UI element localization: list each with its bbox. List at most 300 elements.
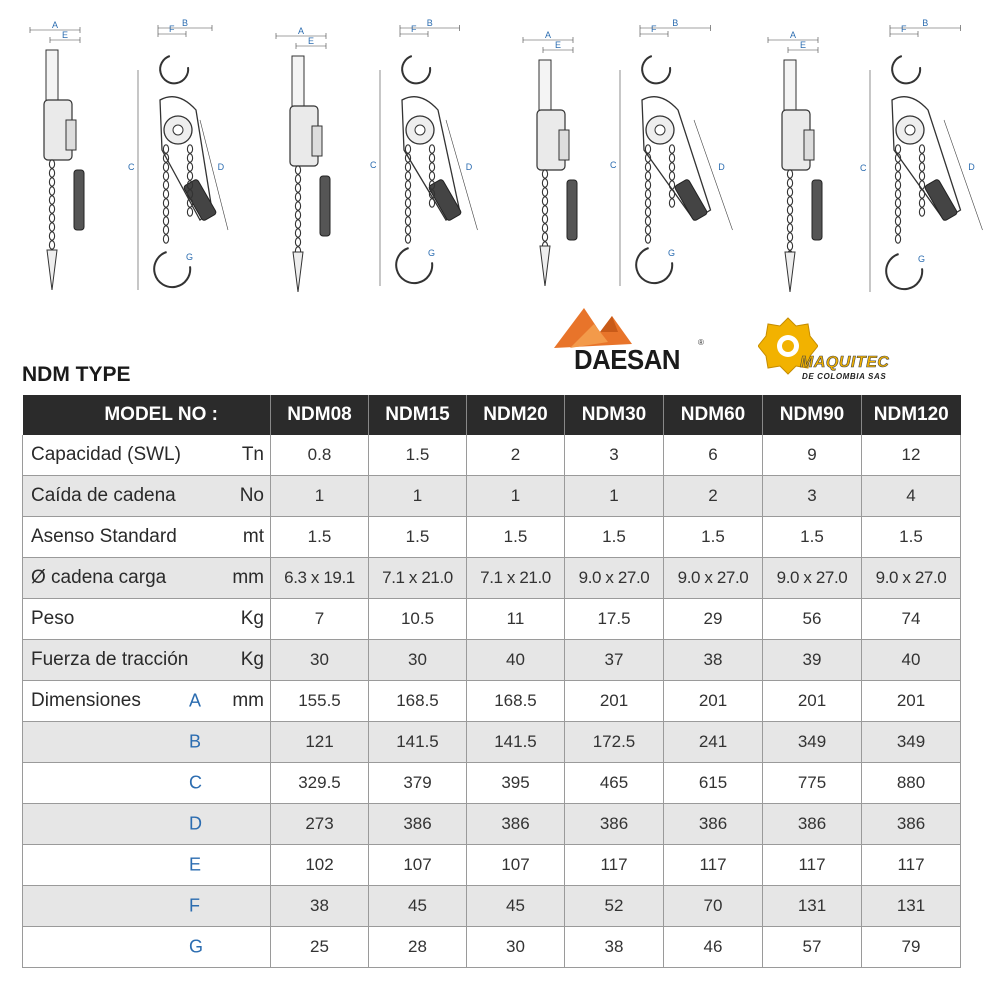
- value-cell: 74: [862, 599, 961, 640]
- dimension-label: A: [298, 26, 305, 36]
- hoist-view-7: [768, 30, 822, 292]
- chain-link: [49, 232, 54, 240]
- hoist-view-1: [30, 20, 84, 290]
- chain-link: [429, 163, 434, 171]
- daesan-logo: [548, 298, 708, 378]
- table-row: [23, 886, 961, 927]
- chain-link: [669, 199, 674, 207]
- row-label-cell: [23, 845, 271, 886]
- value-cell: 1.5: [369, 517, 467, 558]
- chain-link: [787, 233, 792, 241]
- row-label: Ø cadena carga: [31, 567, 167, 588]
- value-cell: 395: [467, 763, 565, 804]
- hoist-view-6: [610, 18, 733, 286]
- value-cell: 349: [763, 722, 862, 763]
- row-label: Peso: [31, 608, 75, 629]
- row-unit: mm: [232, 567, 264, 588]
- value-cell: 2: [467, 435, 565, 476]
- value-cell: 40: [467, 640, 565, 681]
- chain-link: [429, 199, 434, 207]
- hook-shape: [886, 254, 922, 289]
- chain-link: [429, 172, 434, 180]
- row-label-cell: [23, 722, 271, 763]
- value-cell: 241: [664, 722, 763, 763]
- value-cell: 201: [664, 681, 763, 722]
- chain-link: [163, 226, 168, 234]
- value-cell: 11: [467, 599, 565, 640]
- hoist-view-8: [860, 18, 983, 292]
- chain-link: [163, 163, 168, 171]
- row-label-cell: [23, 763, 271, 804]
- chain-link: [645, 163, 650, 171]
- value-cell: 117: [763, 845, 862, 886]
- chain-link: [919, 199, 924, 207]
- hook-shape: [160, 56, 188, 83]
- dimension-label: D: [217, 162, 225, 172]
- chain-link: [919, 154, 924, 162]
- dimension-label: F: [411, 24, 417, 34]
- value-cell: 6: [664, 435, 763, 476]
- value-cell: 107: [369, 845, 467, 886]
- chain-link: [405, 154, 410, 162]
- value-cell: 349: [862, 722, 961, 763]
- chain-link: [669, 145, 674, 153]
- row-unit: mt: [242, 526, 264, 547]
- hook-shape: [396, 248, 432, 283]
- value-cell: 52: [565, 886, 664, 927]
- chain-link: [187, 199, 192, 207]
- value-cell: 30: [369, 640, 467, 681]
- chain-link: [919, 145, 924, 153]
- dimension-label: C: [128, 162, 135, 172]
- dimension-letter: F: [189, 895, 200, 916]
- hook-shape: [636, 248, 672, 283]
- row-label-cell: [23, 517, 271, 558]
- hoist-view-4: [370, 18, 478, 286]
- value-cell: 141.5: [467, 722, 565, 763]
- value-cell: 155.5: [271, 681, 369, 722]
- dimension-label: D: [718, 162, 725, 172]
- row-unit: Kg: [240, 608, 264, 629]
- value-cell: 1.5: [862, 517, 961, 558]
- chain-link: [429, 145, 434, 153]
- value-cell: 615: [664, 763, 763, 804]
- chain-link: [542, 233, 547, 241]
- value-cell: 386: [862, 804, 961, 845]
- value-cell: 107: [467, 845, 565, 886]
- chain-link: [163, 172, 168, 180]
- value-cell: 329.5: [271, 763, 369, 804]
- model-header: NDM120: [862, 395, 961, 435]
- registered-mark: ®: [698, 338, 704, 347]
- chain-link: [669, 163, 674, 171]
- value-cell: 1: [565, 476, 664, 517]
- table-row: [23, 640, 961, 681]
- chain-link: [787, 242, 792, 250]
- chain-link: [163, 217, 168, 225]
- value-cell: 131: [862, 886, 961, 927]
- daesan-mountain-icon: [548, 298, 708, 348]
- chain-link: [49, 169, 54, 177]
- value-cell: 131: [763, 886, 862, 927]
- chain-link: [645, 172, 650, 180]
- chain-link: [405, 199, 410, 207]
- table-row: [23, 517, 961, 558]
- model-header: NDM08: [271, 395, 369, 435]
- page-title: NDM TYPE: [22, 363, 131, 386]
- value-cell: 386: [565, 804, 664, 845]
- spec-table: [22, 395, 961, 968]
- chain-link: [669, 181, 674, 189]
- chain-link: [919, 181, 924, 189]
- chain-link: [895, 235, 900, 243]
- value-cell: 386: [369, 804, 467, 845]
- dimension-label: A: [545, 30, 552, 40]
- dimension-label: C: [370, 160, 377, 170]
- value-cell: 201: [862, 681, 961, 722]
- chain-link: [163, 235, 168, 243]
- hook-shape: [892, 56, 920, 83]
- value-cell: 7.1 x 21.0: [369, 558, 467, 599]
- value-cell: 10.5: [369, 599, 467, 640]
- row-label: Dimensiones: [31, 690, 141, 711]
- chain-link: [295, 211, 300, 219]
- chain-link: [542, 188, 547, 196]
- value-cell: 1: [467, 476, 565, 517]
- value-cell: 45: [467, 886, 565, 927]
- chain-link: [405, 190, 410, 198]
- chain-link: [163, 181, 168, 189]
- table-row: [23, 558, 961, 599]
- value-cell: 1: [271, 476, 369, 517]
- chain-link: [919, 163, 924, 171]
- value-cell: 40: [862, 640, 961, 681]
- chain-link: [405, 145, 410, 153]
- chain-link: [49, 160, 54, 168]
- value-cell: 1.5: [271, 517, 369, 558]
- chain-link: [645, 226, 650, 234]
- row-unit: mm: [232, 690, 264, 711]
- dimension-label: B: [182, 18, 189, 28]
- chain-link: [787, 188, 792, 196]
- dimension-label: A: [52, 20, 59, 30]
- value-cell: 29: [664, 599, 763, 640]
- table-row: [23, 599, 961, 640]
- dimension-label: E: [62, 30, 69, 40]
- value-cell: 38: [271, 886, 369, 927]
- row-label: Fuerza de tracción: [31, 649, 189, 670]
- value-cell: 79: [862, 927, 961, 968]
- value-cell: 38: [664, 640, 763, 681]
- value-cell: 1.5: [763, 517, 862, 558]
- chain-link: [405, 226, 410, 234]
- value-cell: 775: [763, 763, 862, 804]
- chain-link: [295, 229, 300, 237]
- chain-link: [163, 145, 168, 153]
- value-cell: 2: [664, 476, 763, 517]
- value-cell: 1.5: [369, 435, 467, 476]
- chain-link: [49, 223, 54, 231]
- chain-link: [49, 178, 54, 186]
- chain-link: [49, 187, 54, 195]
- row-unit: No: [239, 485, 264, 506]
- value-cell: 38: [565, 927, 664, 968]
- value-cell: 17.5: [565, 599, 664, 640]
- dimension-letter: D: [189, 813, 202, 834]
- value-cell: 379: [369, 763, 467, 804]
- chain-link: [542, 197, 547, 205]
- hoist-view-5: [523, 30, 577, 286]
- dimension-label: G: [918, 254, 926, 264]
- chain-link: [295, 238, 300, 246]
- chain-link: [405, 163, 410, 171]
- model-header: NDM20: [467, 395, 565, 435]
- dimension-label: F: [901, 24, 907, 34]
- value-cell: 1.5: [467, 517, 565, 558]
- chain-link: [919, 208, 924, 216]
- value-cell: 386: [763, 804, 862, 845]
- dimension-label: B: [426, 18, 433, 28]
- table-row: [23, 804, 961, 845]
- dimension-letter: B: [189, 731, 202, 752]
- chain-link: [187, 172, 192, 180]
- table-row: [23, 845, 961, 886]
- value-cell: 141.5: [369, 722, 467, 763]
- chain-link: [187, 145, 192, 153]
- value-cell: 56: [763, 599, 862, 640]
- hoist-view-2: [128, 18, 228, 290]
- model-no-header: MODEL NO :: [23, 395, 271, 435]
- maquitec-wordmark: MAQUITEC: [800, 354, 890, 371]
- chain-link: [645, 145, 650, 153]
- value-cell: 9.0 x 27.0: [862, 558, 961, 599]
- value-cell: 0.8: [271, 435, 369, 476]
- value-cell: 172.5: [565, 722, 664, 763]
- table-row: [23, 722, 961, 763]
- value-cell: 7.1 x 21.0: [467, 558, 565, 599]
- dimension-letter: E: [189, 854, 202, 875]
- value-cell: 4: [862, 476, 961, 517]
- table-row: [23, 681, 961, 722]
- value-cell: 9.0 x 27.0: [664, 558, 763, 599]
- value-cell: 28: [369, 927, 467, 968]
- chain-link: [645, 199, 650, 207]
- maquitec-logo: [758, 316, 938, 386]
- value-cell: 70: [664, 886, 763, 927]
- row-label: Capacidad (SWL): [31, 444, 181, 465]
- chain-link: [295, 202, 300, 210]
- value-cell: 3: [763, 476, 862, 517]
- row-label: Caída de cadena: [31, 485, 176, 506]
- row-label-cell: [23, 640, 271, 681]
- chain-link: [787, 206, 792, 214]
- chain-link: [669, 190, 674, 198]
- chain-link: [163, 208, 168, 216]
- chain-link: [405, 217, 410, 225]
- value-cell: 1.5: [664, 517, 763, 558]
- value-cell: 3: [565, 435, 664, 476]
- chain-link: [405, 208, 410, 216]
- value-cell: 30: [271, 640, 369, 681]
- chain-link: [787, 224, 792, 232]
- row-label-cell: [23, 886, 271, 927]
- row-label-cell: [23, 435, 271, 476]
- chain-link: [163, 199, 168, 207]
- row-label-cell: [23, 476, 271, 517]
- dimension-label: C: [860, 163, 867, 173]
- value-cell: 37: [565, 640, 664, 681]
- chain-link: [405, 235, 410, 243]
- model-header: NDM60: [664, 395, 763, 435]
- chain-link: [187, 163, 192, 171]
- value-cell: 201: [565, 681, 664, 722]
- value-cell: 39: [763, 640, 862, 681]
- value-cell: 201: [763, 681, 862, 722]
- value-cell: 7: [271, 599, 369, 640]
- chain-link: [542, 224, 547, 232]
- value-cell: 168.5: [369, 681, 467, 722]
- value-cell: 168.5: [467, 681, 565, 722]
- row-unit: Kg: [240, 649, 264, 670]
- value-cell: 117: [862, 845, 961, 886]
- value-cell: 880: [862, 763, 961, 804]
- chain-link: [919, 190, 924, 198]
- value-cell: 121: [271, 722, 369, 763]
- value-cell: 9.0 x 27.0: [565, 558, 664, 599]
- model-header: NDM15: [369, 395, 467, 435]
- chain-link: [49, 214, 54, 222]
- dimension-label: C: [610, 160, 617, 170]
- row-label-cell: [23, 558, 271, 599]
- chain-link: [187, 154, 192, 162]
- chain-link: [787, 197, 792, 205]
- chain-link: [895, 190, 900, 198]
- chain-link: [295, 166, 300, 174]
- chain-link: [787, 215, 792, 223]
- chain-link: [49, 205, 54, 213]
- hoist-view-3: [276, 26, 330, 292]
- chain-link: [645, 208, 650, 216]
- value-cell: 9: [763, 435, 862, 476]
- dimension-label: E: [800, 40, 807, 50]
- chain-link: [787, 179, 792, 187]
- maquitec-subtext: DE COLOMBIA SAS: [802, 372, 887, 381]
- dimension-label: D: [968, 162, 975, 172]
- daesan-wordmark: DAESAN: [574, 344, 681, 375]
- value-cell: 117: [565, 845, 664, 886]
- row-label-cell: [23, 681, 271, 722]
- chain-link: [895, 145, 900, 153]
- table-row: [23, 476, 961, 517]
- chain-link: [919, 172, 924, 180]
- row-label: Asenso Standard: [31, 526, 177, 547]
- chain-link: [49, 196, 54, 204]
- chain-link: [895, 226, 900, 234]
- value-cell: 57: [763, 927, 862, 968]
- dimension-label: D: [465, 162, 473, 172]
- value-cell: 45: [369, 886, 467, 927]
- row-label-cell: [23, 804, 271, 845]
- chain-link: [295, 175, 300, 183]
- dimension-label: B: [672, 18, 679, 28]
- chain-link: [295, 184, 300, 192]
- model-header: NDM30: [565, 395, 664, 435]
- table-header-row: [23, 395, 961, 435]
- value-cell: 102: [271, 845, 369, 886]
- row-unit: Tn: [241, 444, 264, 465]
- hook-shape: [642, 56, 670, 83]
- value-cell: 1: [369, 476, 467, 517]
- chain-link: [187, 208, 192, 216]
- chain-link: [895, 208, 900, 216]
- chain-link: [895, 172, 900, 180]
- table-row: [23, 435, 961, 476]
- value-cell: 12: [862, 435, 961, 476]
- value-cell: 9.0 x 27.0: [763, 558, 862, 599]
- chain-link: [645, 217, 650, 225]
- chain-link: [895, 199, 900, 207]
- dimension-label: G: [668, 248, 676, 258]
- dimension-label: E: [555, 40, 562, 50]
- technical-drawings: [0, 0, 1000, 320]
- table-row: [23, 927, 961, 968]
- hook-shape: [402, 56, 430, 83]
- chain-link: [542, 215, 547, 223]
- chain-link: [645, 235, 650, 243]
- chain-link: [429, 154, 434, 162]
- chain-link: [542, 170, 547, 178]
- chain-link: [645, 181, 650, 189]
- value-cell: 25: [271, 927, 369, 968]
- dimension-label: E: [308, 36, 315, 46]
- dimension-label: B: [922, 18, 929, 28]
- chain-link: [295, 193, 300, 201]
- chain-link: [405, 181, 410, 189]
- chain-link: [895, 181, 900, 189]
- dimension-label: F: [169, 24, 175, 34]
- chain-link: [787, 170, 792, 178]
- value-cell: 6.3 x 19.1: [271, 558, 369, 599]
- hook-shape: [154, 252, 190, 287]
- value-cell: 386: [664, 804, 763, 845]
- value-cell: 30: [467, 927, 565, 968]
- dimension-label: G: [428, 248, 436, 258]
- model-header: NDM90: [763, 395, 862, 435]
- dimension-letter: G: [189, 936, 204, 957]
- value-cell: 465: [565, 763, 664, 804]
- value-cell: 1.5: [565, 517, 664, 558]
- dimension-label: G: [186, 252, 194, 262]
- dimension-letter: C: [189, 772, 202, 793]
- chain-link: [645, 190, 650, 198]
- chain-link: [163, 190, 168, 198]
- chain-link: [295, 220, 300, 228]
- chain-link: [405, 172, 410, 180]
- row-label-cell: [23, 927, 271, 968]
- chain-link: [895, 217, 900, 225]
- dimension-label: A: [790, 30, 797, 40]
- chain-link: [895, 163, 900, 171]
- value-cell: 46: [664, 927, 763, 968]
- chain-link: [669, 154, 674, 162]
- table-row: [23, 763, 961, 804]
- dimension-label: F: [651, 24, 657, 34]
- chain-link: [49, 241, 54, 249]
- hoist-drawings-svg: [0, 0, 1000, 320]
- chain-link: [542, 179, 547, 187]
- value-cell: 273: [271, 804, 369, 845]
- chain-link: [669, 172, 674, 180]
